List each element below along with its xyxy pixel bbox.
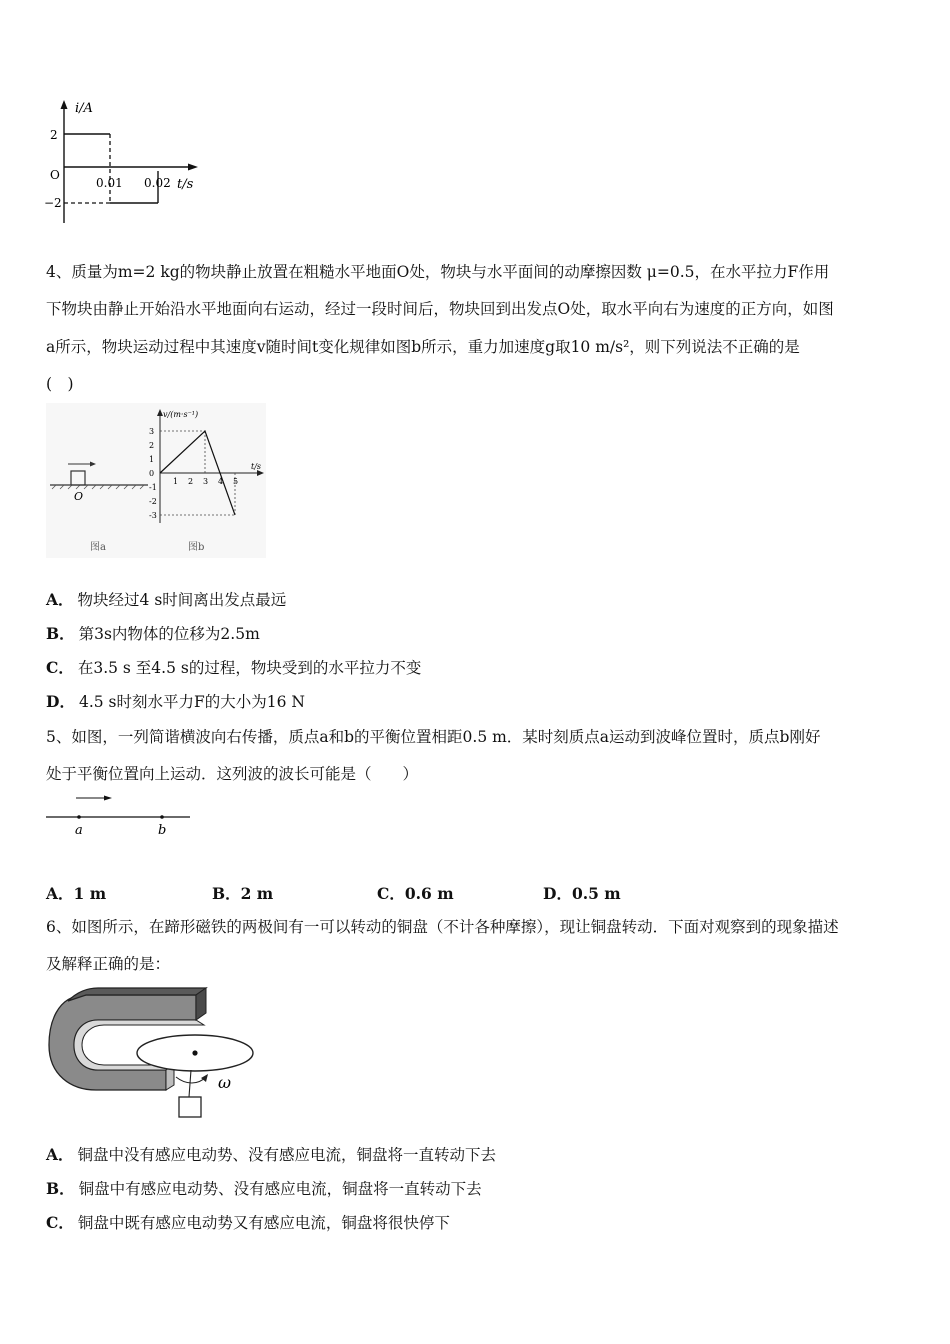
x-axis-arrow	[188, 164, 198, 171]
q4-line-2: 下物块由静止开始沿水平地面向右运动，经过一段时间后，物块回到出发点O处，取水平向右为速度的正方向，如图	[46, 300, 834, 318]
option-letter: C．	[46, 1213, 74, 1232]
option-text: 第3s内物体的位移为2.5m	[78, 625, 260, 643]
vt-x-label: t/s	[251, 462, 262, 471]
option-letter: B．	[46, 1179, 75, 1198]
origin-label: O	[50, 168, 60, 182]
option-letter: C．	[46, 658, 74, 677]
q4-figure-a	[46, 403, 155, 558]
vt-y-tick-label: 3	[149, 427, 155, 436]
option-text: 铜盘中没有感应电动势、没有感应电流，铜盘将一直转动下去	[77, 1146, 497, 1164]
q4-line-1: 4、质量为m=2 kg的物块静止放置在粗糙水平地面O处，物块与水平面间的动摩擦因数 μ=0.5，在水平拉力F作用	[46, 263, 830, 281]
q4-line-4: ( )	[46, 375, 74, 393]
option-letter: D．	[46, 692, 75, 711]
point-b-label: b	[158, 823, 167, 838]
y-axis-label: i/A	[75, 101, 93, 116]
y-axis-arrow	[61, 100, 68, 109]
q5-choice-b[interactable]: B．2 m	[212, 884, 274, 903]
vt-x-tick-label: 2	[188, 477, 194, 486]
q4-option-c[interactable]	[46, 658, 421, 678]
figure-a-caption: 图a	[90, 542, 106, 553]
option-text: 在3.5 s 至4.5 s的过程，物块受到的水平拉力不变	[77, 659, 422, 677]
q6-line-2: 及解释正确的是：	[46, 955, 171, 973]
point-a-label: a	[75, 823, 83, 838]
q5-wave-figure	[44, 790, 196, 840]
point-b-dot	[160, 815, 164, 819]
vt-y-tick-label: 0	[149, 469, 155, 478]
q5-choice-d[interactable]: D．0.5 m	[543, 884, 621, 903]
q5-choice-a[interactable]: A．1 m	[46, 884, 107, 903]
vt-x-tick-label: 1	[173, 477, 179, 486]
q6-option-c[interactable]	[46, 1213, 450, 1233]
option-text: 4.5 s时刻水平力F的大小为16 N	[78, 693, 305, 711]
vt-y-tick-label: -3	[149, 511, 157, 520]
q4-option-d[interactable]	[46, 692, 305, 712]
q4-option-b[interactable]	[46, 624, 260, 644]
q4-line-3: a所示，物块运动过程中其速度v随时间t变化规律如图b所示，重力加速度g取10 m/s²，则下列说法不正确的是	[46, 338, 800, 356]
vt-y-tick-label: 2	[149, 441, 155, 450]
q5-line-2: 处于平衡位置向上运动．这列波的波长可能是（ ）	[46, 765, 419, 783]
option-letter: A．	[46, 590, 74, 609]
disk-axle	[192, 1050, 197, 1055]
hanging-weight	[179, 1097, 201, 1117]
figure-b-caption: 图b	[188, 542, 205, 553]
vt-y-label: v/(m·s⁻¹)	[163, 410, 199, 419]
q5-line-1: 5、如图，一列简谐横波向右传播，质点a和b的平衡位置相距0.5 m．某时刻质点a运动到波峰位置时，质点b刚好	[46, 728, 821, 746]
current-time-graph	[40, 95, 210, 230]
y-tick-2: 2	[50, 128, 58, 142]
vt-x-tick-label: 5	[233, 477, 239, 486]
vt-x-tick-label: 3	[203, 477, 209, 486]
option-text: 物块经过4 s时间离出发点最远	[77, 591, 287, 609]
point-o-label: O	[74, 490, 84, 503]
vt-y-tick-label: -1	[149, 483, 157, 492]
x-axis-label: t/s	[177, 177, 194, 192]
q6-option-a[interactable]	[46, 1145, 496, 1165]
q6-magnet-copper-disk-figure	[46, 985, 266, 1125]
q5-choice-c[interactable]: C．0.6 m	[377, 884, 454, 903]
vt-y-tick-label: 1	[149, 455, 155, 464]
x-tick-002: 0.02	[144, 176, 171, 190]
vt-x-tick-label: 4	[218, 477, 224, 486]
option-text: 铜盘中有感应电动势、没有感应电流，铜盘将一直转动下去	[78, 1180, 482, 1198]
option-text: 铜盘中既有感应电动势又有感应电流，铜盘将很快停下	[77, 1214, 450, 1232]
option-letter: B．	[46, 624, 75, 643]
q4-option-a[interactable]	[46, 590, 286, 610]
point-a-dot	[77, 815, 81, 819]
omega-label: ω	[218, 1073, 232, 1092]
q6-option-b[interactable]	[46, 1179, 482, 1199]
q4-figure-b	[148, 403, 266, 558]
vt-y-tick-label: -2	[149, 497, 157, 506]
y-tick-neg2: −2	[44, 196, 62, 210]
q6-line-1: 6、如图所示，在蹄形磁铁的两极间有一可以转动的铜盘（不计各种摩擦），现让铜盘转动．下面对观察到的现象描述	[46, 918, 839, 936]
option-letter: A．	[46, 1145, 74, 1164]
x-tick-001: 0.01	[96, 176, 123, 190]
